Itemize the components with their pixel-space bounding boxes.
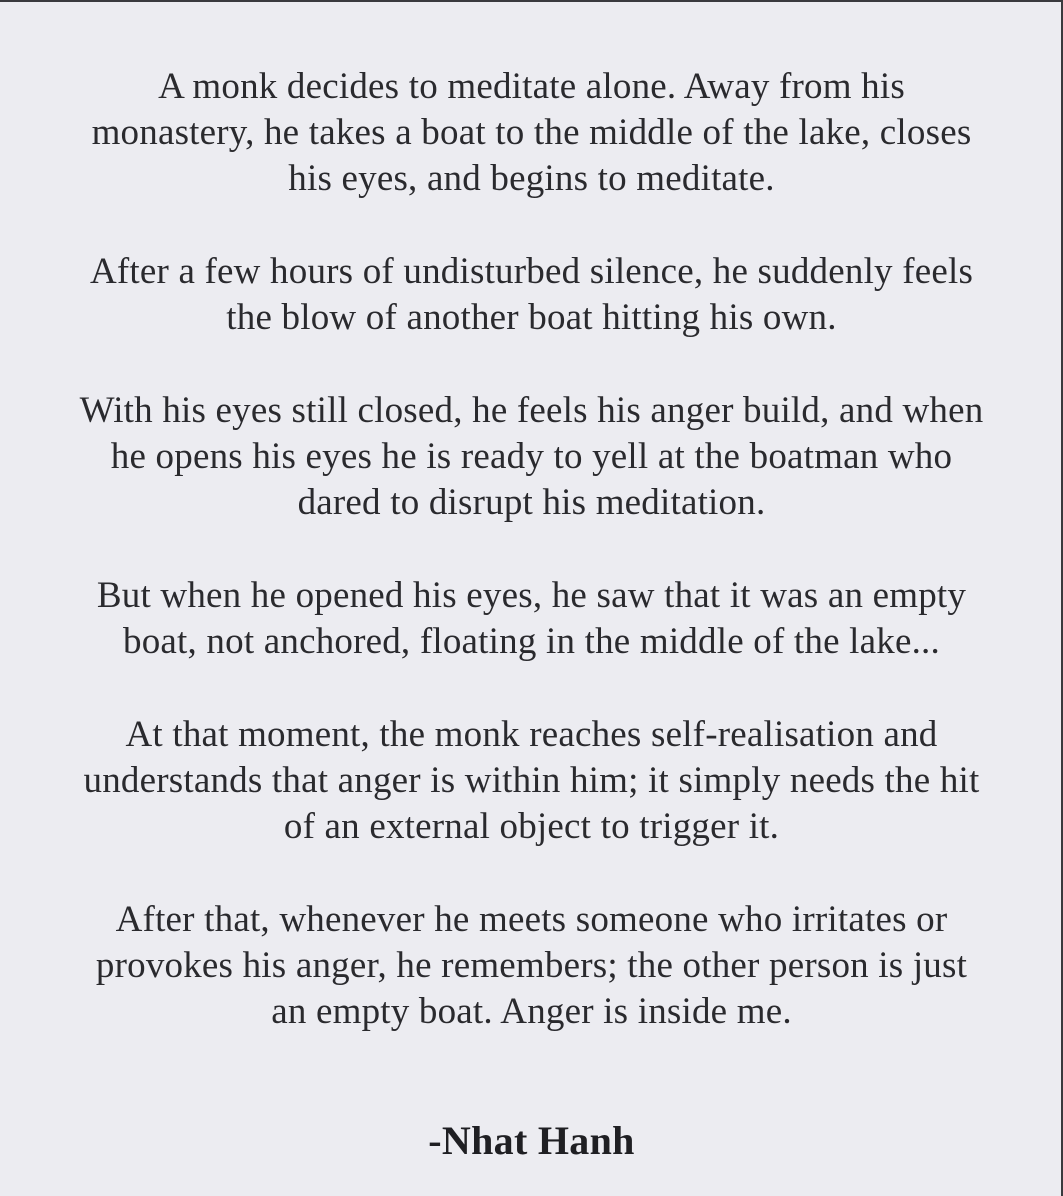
text-line: A monk decides to meditate alone. Away from his bbox=[158, 66, 905, 107]
quote-attribution: -Nhat Hanh bbox=[428, 1118, 635, 1163]
quote-paragraph-6 bbox=[22, 897, 1041, 1035]
text-line: understands that anger is within him; it simply needs the hit bbox=[83, 760, 980, 801]
quote-text-block bbox=[22, 64, 1041, 1082]
text-line: After that, whenever he meets someone who irritates or bbox=[115, 899, 948, 940]
quote-paragraph-3 bbox=[22, 388, 1041, 526]
text-line: boat, not anchored, floating in the middle of the lake... bbox=[123, 621, 940, 662]
text-line: dared to disrupt his meditation. bbox=[297, 482, 766, 523]
quote-paragraph-1 bbox=[22, 64, 1041, 202]
text-line: an empty boat. Anger is inside me. bbox=[271, 991, 792, 1032]
text-line: monastery, he takes a boat to the middle of the lake, closes bbox=[91, 112, 972, 153]
quote-paragraph-5 bbox=[22, 712, 1041, 850]
text-line: of an external object to trigger it. bbox=[283, 806, 780, 847]
text-line: the blow of another boat hitting his own. bbox=[226, 297, 837, 338]
text-line: his eyes, and begins to meditate. bbox=[288, 158, 775, 199]
text-line: he opens his eyes he is ready to yell at the boatman who bbox=[110, 436, 953, 477]
quote-paragraph-4 bbox=[22, 573, 1041, 665]
text-line: But when he opened his eyes, he saw that it was an empty bbox=[96, 575, 967, 616]
text-line: provokes his anger, he remembers; the other person is just bbox=[95, 945, 968, 986]
text-line: At that moment, the monk reaches self-realisation and bbox=[125, 714, 938, 755]
text-line: With his eyes still closed, he feels his anger build, and when bbox=[79, 390, 984, 431]
text-line: After a few hours of undisturbed silence, he suddenly feels bbox=[89, 251, 974, 292]
quote-paragraph-2 bbox=[22, 249, 1041, 341]
top-border-line bbox=[0, 0, 1063, 2]
